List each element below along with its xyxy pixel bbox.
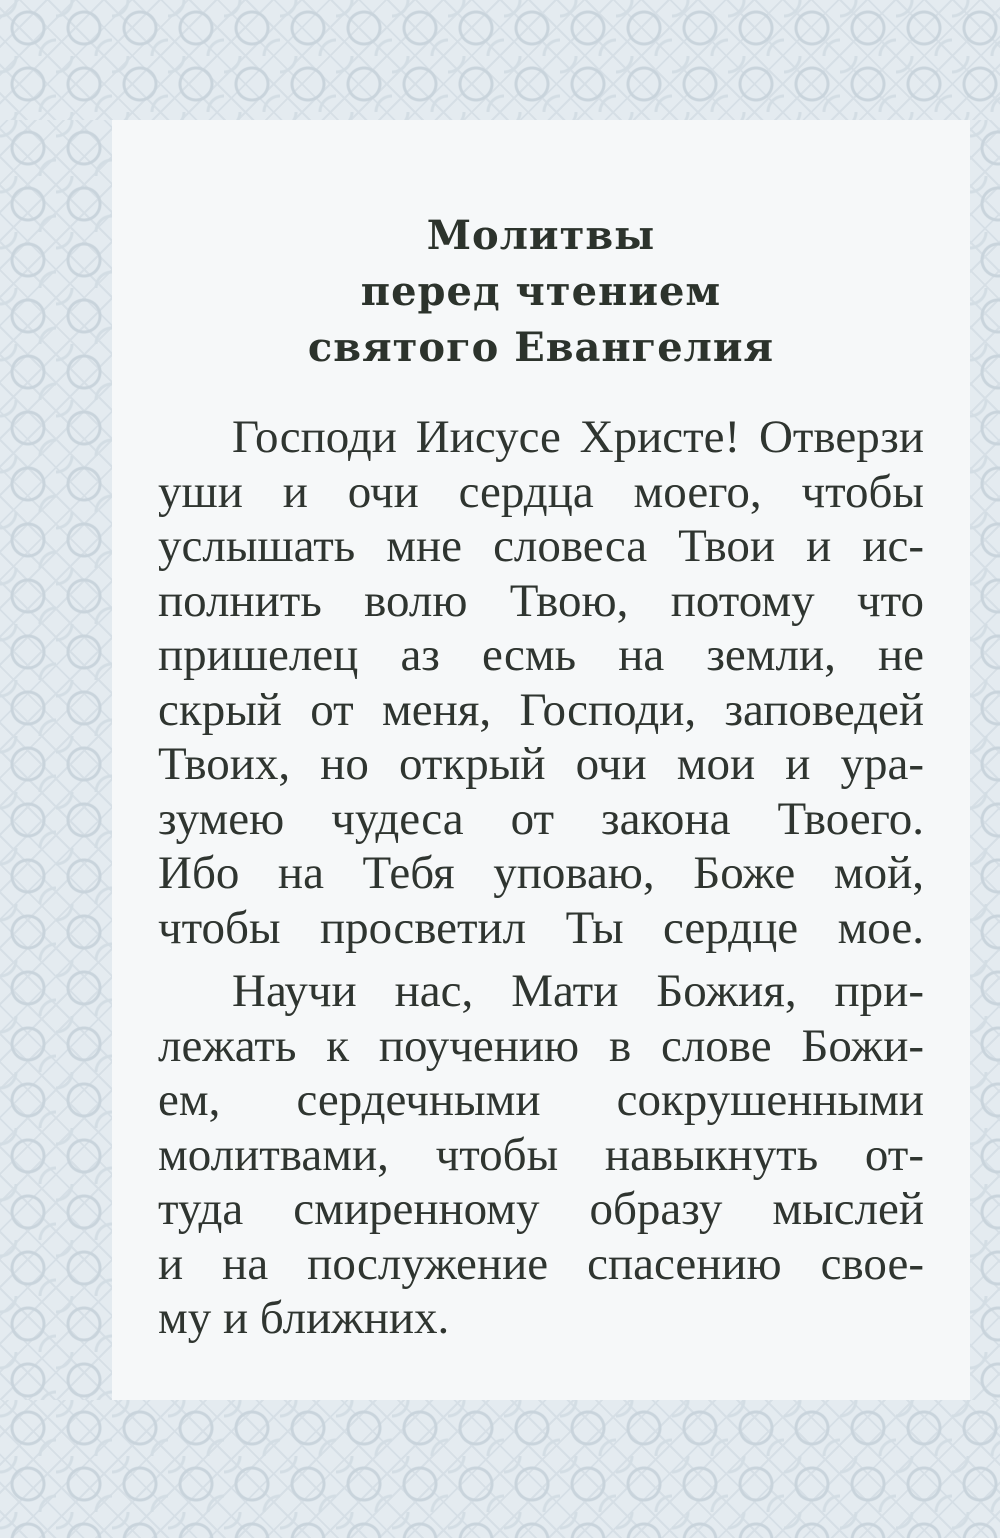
- title-line: перед чтением: [360, 268, 722, 315]
- text-line: туда смиренному образу мыслей: [158, 1183, 924, 1235]
- text-line: услышать мне словеса Твои и ис-: [158, 520, 924, 572]
- text-line: чтобы просветил Ты сердце мое.: [158, 901, 924, 954]
- text-line: Ибо на Тебя уповаю, Боже мой,: [158, 847, 924, 899]
- page-title: [112, 208, 970, 376]
- text-line: зумею чудеса от закона Твоего.: [158, 792, 924, 845]
- ornament-border-top: [0, 0, 1000, 120]
- ornament-border-right: [970, 120, 1000, 1400]
- text-line: ем, сердечными сокрушенными: [158, 1074, 924, 1126]
- text-line: Твоих, но открый очи мои и ура-: [158, 738, 924, 790]
- title-line: Молитвы: [426, 212, 656, 259]
- ornament-border-bottom: [0, 1400, 1000, 1538]
- text-line: молитвами, чтобы навыкнуть от-: [158, 1128, 924, 1181]
- text-line: Научи нас, Мати Божия, при-: [232, 965, 924, 1017]
- text-panel: [112, 120, 970, 1400]
- text-line: Господи Иисусе Христе! Отверзи: [232, 411, 924, 463]
- text-line: пришелец аз есмь на земли, не: [158, 629, 924, 681]
- text-line: полнить волю Твою, потому что: [158, 574, 924, 627]
- text-line: и на послужение спасению свое-: [158, 1237, 924, 1290]
- title-line: святого Евангелия: [307, 324, 775, 371]
- prayer-paragraph-2: [158, 964, 924, 1346]
- ornament-border-left: [0, 120, 112, 1400]
- text-line: му и ближних.: [158, 1292, 450, 1344]
- text-line: уши и очи сердца моего, чтобы: [158, 465, 924, 518]
- prayer-paragraph-1: [158, 410, 924, 955]
- text-line: скрый от меня, Господи, заповедей: [158, 683, 924, 736]
- text-line: лежать к поучению в слове Божи-: [158, 1019, 924, 1072]
